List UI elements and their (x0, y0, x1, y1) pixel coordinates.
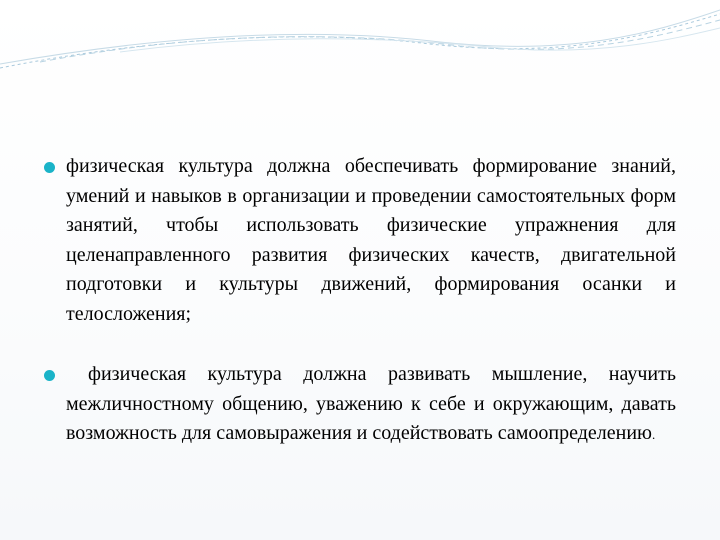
bullet-dot-icon (44, 162, 55, 173)
bullet-item-2 (44, 360, 676, 450)
bullet-text-2: физическая культура должна развивать мышление, научить межличностному общению, уважению к себе и окружающим, давать возможность для самовыражения и содействовать самоопределению (66, 363, 676, 444)
bullet-list (44, 152, 676, 450)
bullet-text-1: физическая культура должна обеспечивать формирование знаний, умений и навыков в организации и проведении самостоятельных форм занятий, чтобы использовать физические упражнения для целенаправленного развития физических качеств, двигательной подготовки и культуры движений, формирования осанки и телосложения; (66, 155, 676, 325)
bullet-dot-icon (44, 370, 55, 381)
bullet-item-1 (44, 152, 676, 329)
bullet-text-2-period: . (651, 427, 656, 442)
decorative-wave-lines (0, 0, 720, 80)
